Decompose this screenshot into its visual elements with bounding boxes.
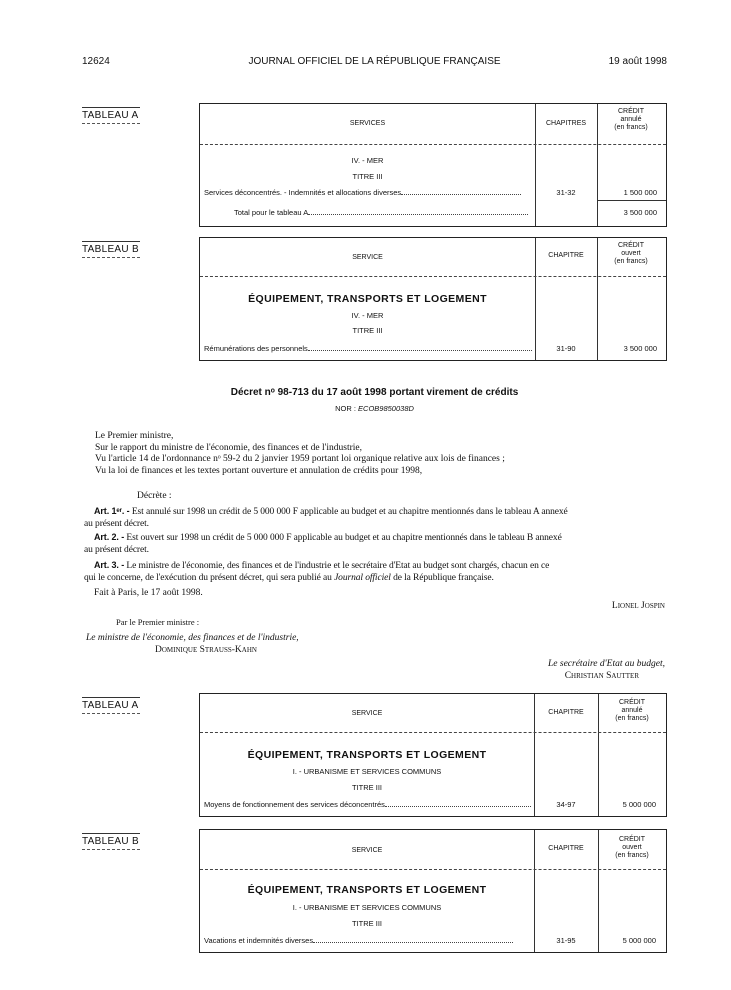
col-header-credit: CRÉDIT ouvert (en francs): [615, 836, 649, 859]
par-le-premier-ministre: Par le Premier ministre :: [116, 617, 200, 627]
table-b-label-1: TABLEAU B: [82, 244, 139, 255]
row-chapitre: 31-90: [556, 344, 576, 353]
row-chapitre: 31-95: [556, 936, 576, 945]
section-heading: IV. - MER: [351, 311, 384, 320]
row-chapitre: 34-97: [556, 800, 576, 809]
total-label: Total pour le tableau A: [234, 208, 309, 217]
preamble-line: Le Premier ministre,: [95, 431, 174, 441]
section-heading: IV. - MER: [351, 156, 384, 165]
section-heading: I. - URBANISME ET SERVICES COMMUNS: [292, 767, 442, 776]
preamble-line: Sur le rapport du ministre de l'économie, des finances et de l'industrie,: [95, 442, 362, 453]
table-b-1: [199, 237, 667, 361]
preamble-line: Vu l'article 14 de l'ordonnance nᵒ 59-2 du 2 janvier 1959 portant loi organique relative aux lois de finances ;: [95, 454, 505, 464]
article-label: Art. 2. -: [94, 532, 125, 542]
decree-preamble: [95, 431, 665, 477]
table-a-label-2: TABLEAU A: [82, 700, 139, 711]
col-header-chapitre: CHAPITRE: [548, 845, 584, 852]
secretary-title: Le secrétaire d'Etat au budget,: [548, 659, 665, 669]
section-heading: I. - URBANISME ET SERVICES COMMUNS: [292, 903, 442, 912]
col-header-service: SERVICE: [351, 847, 383, 854]
row-amount: 1 500 000: [623, 188, 657, 197]
table-row: [204, 936, 531, 945]
page-header: [82, 56, 667, 70]
ministry-heading: ÉQUIPEMENT, TRANSPORTS ET LOGEMENT: [248, 293, 487, 305]
fait-a-paris: Fait à Paris, le 17 août 1998.: [94, 588, 203, 598]
row-label: Services déconcentrés. - Indemnités et allocations diverses: [204, 188, 402, 197]
nor-reference: [82, 404, 667, 413]
col-header-credit: CRÉDIT annulé (en francs): [614, 108, 648, 131]
table-b-2: [199, 829, 667, 953]
total-amount: 3 500 000: [623, 208, 657, 217]
titre-heading: TITRE III: [352, 783, 382, 792]
journal-title: JOURNAL OFFICIEL DE LA RÉPUBLIQUE FRANÇAISE: [248, 56, 501, 67]
nor-code: ECOB9850038D: [358, 404, 414, 413]
decrete: Décrète :: [137, 491, 172, 501]
row-label: Rémunérations des personnels: [204, 344, 308, 353]
nor-prefix: NOR :: [335, 404, 356, 413]
article-2: Art. 2. - Est ouvert sur 1998 un crédit de 5 000 000 F applicable au budget et au chapitre mentionnés dans le tableau B annexé au présent décret.: [84, 532, 562, 555]
col-header-service: SERVICE: [351, 710, 383, 717]
article-1: Art. 1ᵉʳ. - Est annulé sur 1998 un crédit de 5 000 000 F applicable au budget et au chapitre mentionnés dans le tableau A annexé au présent décret.: [84, 506, 568, 529]
row-amount: 3 500 000: [623, 344, 657, 353]
table-row: [204, 800, 531, 809]
minister-title: Le ministre de l'économie, des finances et de l'industrie,: [86, 633, 299, 643]
table-a-1: [199, 103, 667, 227]
total-row: [234, 208, 532, 217]
minister-name: Dominique Strauss-Kahn: [155, 645, 257, 655]
issue-date: 19 août 1998: [608, 56, 667, 67]
col-header-chapitre: CHAPITRE: [548, 252, 584, 259]
col-header-service: SERVICE: [352, 254, 383, 261]
table-b-label-2: TABLEAU B: [82, 836, 139, 847]
signer-name: Lionel Jospin: [611, 601, 665, 611]
col-header-credit: CRÉDIT ouvert (en francs): [614, 242, 648, 265]
col-header-chapitres: CHAPITRES: [545, 120, 587, 127]
titre-heading: TITRE III: [352, 919, 382, 928]
titre-heading: TITRE III: [352, 172, 383, 181]
secretary-name: Christian Sautter: [564, 671, 639, 681]
article-label: Art. 1ᵉʳ. -: [94, 506, 130, 516]
row-chapitre: 31-32: [556, 188, 576, 197]
table-row: [204, 188, 532, 197]
row-amount: 5 000 000: [622, 936, 656, 945]
decree-title: Décret nᵒ 98-713 du 17 août 1998 portant virement de crédits: [230, 387, 519, 398]
titre-heading: TITRE III: [352, 326, 383, 335]
col-header-credit: CRÉDIT annulé (en francs): [615, 699, 649, 722]
col-header-services: SERVICES: [349, 120, 386, 127]
article-label: Art. 3. -: [94, 560, 125, 570]
ministry-heading: ÉQUIPEMENT, TRANSPORTS ET LOGEMENT: [247, 749, 487, 761]
row-amount: 5 000 000: [622, 800, 656, 809]
preamble-line: Vu la loi de finances et les textes portant ouverture et annulation de crédits pour 1998,: [95, 465, 423, 476]
col-header-chapitre: CHAPITRE: [548, 709, 584, 716]
row-label: Moyens de fonctionnement des services déconcentrés: [204, 800, 385, 809]
table-a-label-1: TABLEAU A: [82, 110, 139, 121]
row-label: Vacations et indemnités diverses: [204, 936, 314, 945]
page-number: 12624: [82, 56, 110, 67]
table-row: [204, 344, 532, 353]
article-3: Art. 3. - Le ministre de l'économie, des finances et de l'industrie et le secrétaire d'Etat au budget sont chargés, chacun en ce qui le concerne, de l'exécution du présent décret, qui sera publié au Journal officiel de la République française.: [84, 560, 550, 583]
ministry-heading: ÉQUIPEMENT, TRANSPORTS ET LOGEMENT: [247, 884, 487, 896]
table-a-2: [199, 693, 667, 817]
